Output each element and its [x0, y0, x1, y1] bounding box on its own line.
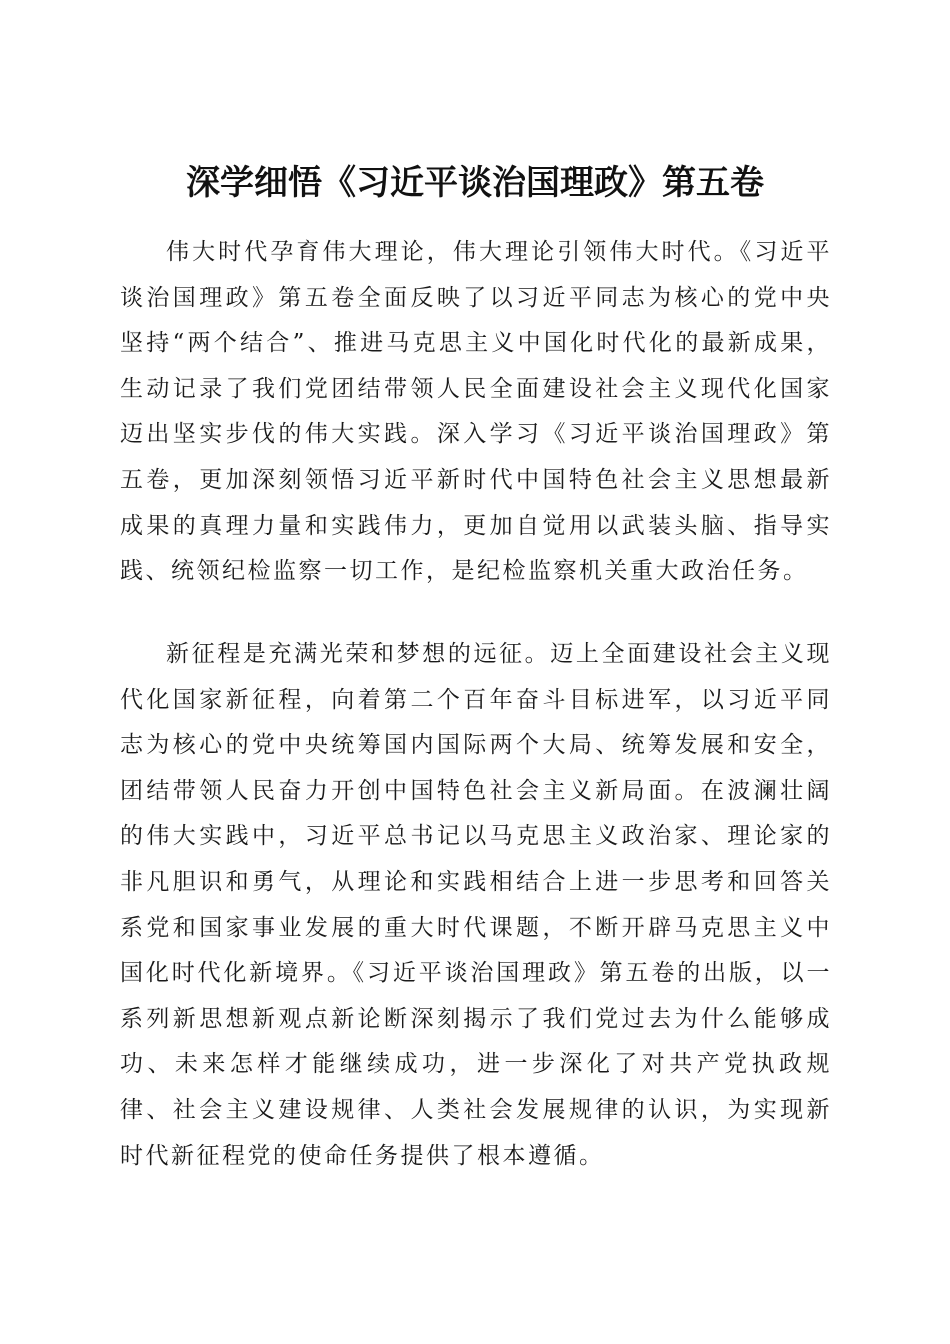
document-title: 深学细悟《习近平谈治国理政》第五卷	[186, 162, 764, 203]
paragraph-2: 新征程是充满光荣和梦想的远征。迈上全面建设社会主义现代化国家新征程，向着第二个百年奋斗目标进军，以习近平同志为核心的党中央统筹国内国际两个大局、统筹发展和安全，团结带领人民奋力开创中国特色社会主义新局面。在波澜壮阔的伟大实践中，习近平总书记以马克思主义政治家、理论家的非凡胆识和勇气，从理论和实践相结合上进一步思考和回答关系党和国家事业发展的重大时代课题，不断开辟马克思主义中国化时代化新境界。《习近平谈治国理政》第五卷的出版，以一系列新思想新观点新论断深刻揭示了我们党过去为什么能够成功、未来怎样才能继续成功，进一步深化了对共产党执政规律、社会主义建设规律、人类社会发展规律的认识，为实现新时代新征程党的使命任务提供了根本遵循。	[120, 641, 832, 1169]
paragraph-1: 伟大时代孕育伟大理论，伟大理论引领伟大时代。《习近平谈治国理政》第五卷全面反映了以习近平同志为核心的党中央坚持“两个结合”、推进马克思主义中国化时代化的最新成果，生动记录了我们党团结带领人民全面建设社会主义现代化国家迈出坚实步伐的伟大实践。深入学习《习近平谈治国理政》第五卷，更加深刻领悟习近平新时代中国特色社会主义思想最新成果的真理力量和实践伟力，更加自觉用以武装头脑、指导实践、统领纪检监察一切工作，是纪检监察机关重大政治任务。	[120, 239, 832, 585]
